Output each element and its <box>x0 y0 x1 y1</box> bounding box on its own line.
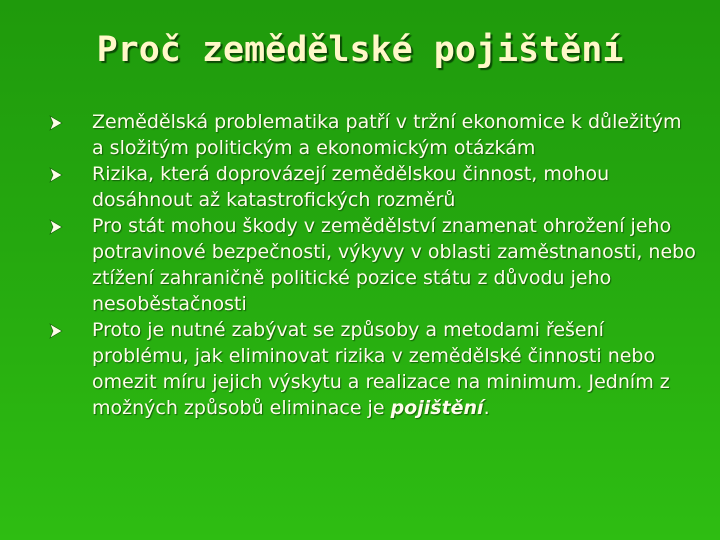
bullet-text: Pro stát mohou škody v zemědělství znamenat ohrožení jeho potravinové bezpečnosti, výkyvy v oblasti zaměstnanosti, nebo ztížení zahraničně politické pozice státu z důvodu jeho nesoběstačnosti <box>92 215 696 315</box>
bullet-item <box>0 317 720 421</box>
bullet-text-main: Proto je nutné zabývat se způsoby a metodami řešení problému, jak eliminovat rizika v zemědělské činnosti nebo omezit míru jejich výskytu a realizace na minimum. Jedním z možných způsobů eliminace je <box>92 319 670 419</box>
bullet-list <box>0 109 720 421</box>
arrow-bullet-icon <box>48 115 64 131</box>
bullet-text: Rizika, která doprovázejí zemědělskou činnost, mohou dosáhnout až katastrofických rozměrů <box>92 163 610 211</box>
arrow-bullet-icon <box>48 323 64 339</box>
slide-title: Proč zemědělské pojištění <box>96 30 624 70</box>
bullet-item <box>0 213 720 317</box>
bullet-item <box>0 161 720 213</box>
bullet-text: Zemědělská problematika patří v tržní ekonomice k důležitým a složitým politickým a ekonomickým otázkám <box>92 111 682 159</box>
arrow-bullet-icon <box>48 167 64 183</box>
bullet-text <box>92 319 670 419</box>
bullet-item <box>0 109 720 161</box>
emphasis-term: pojištění <box>390 397 484 419</box>
bullet-text-end: . <box>483 397 490 419</box>
arrow-bullet-icon <box>48 219 64 235</box>
